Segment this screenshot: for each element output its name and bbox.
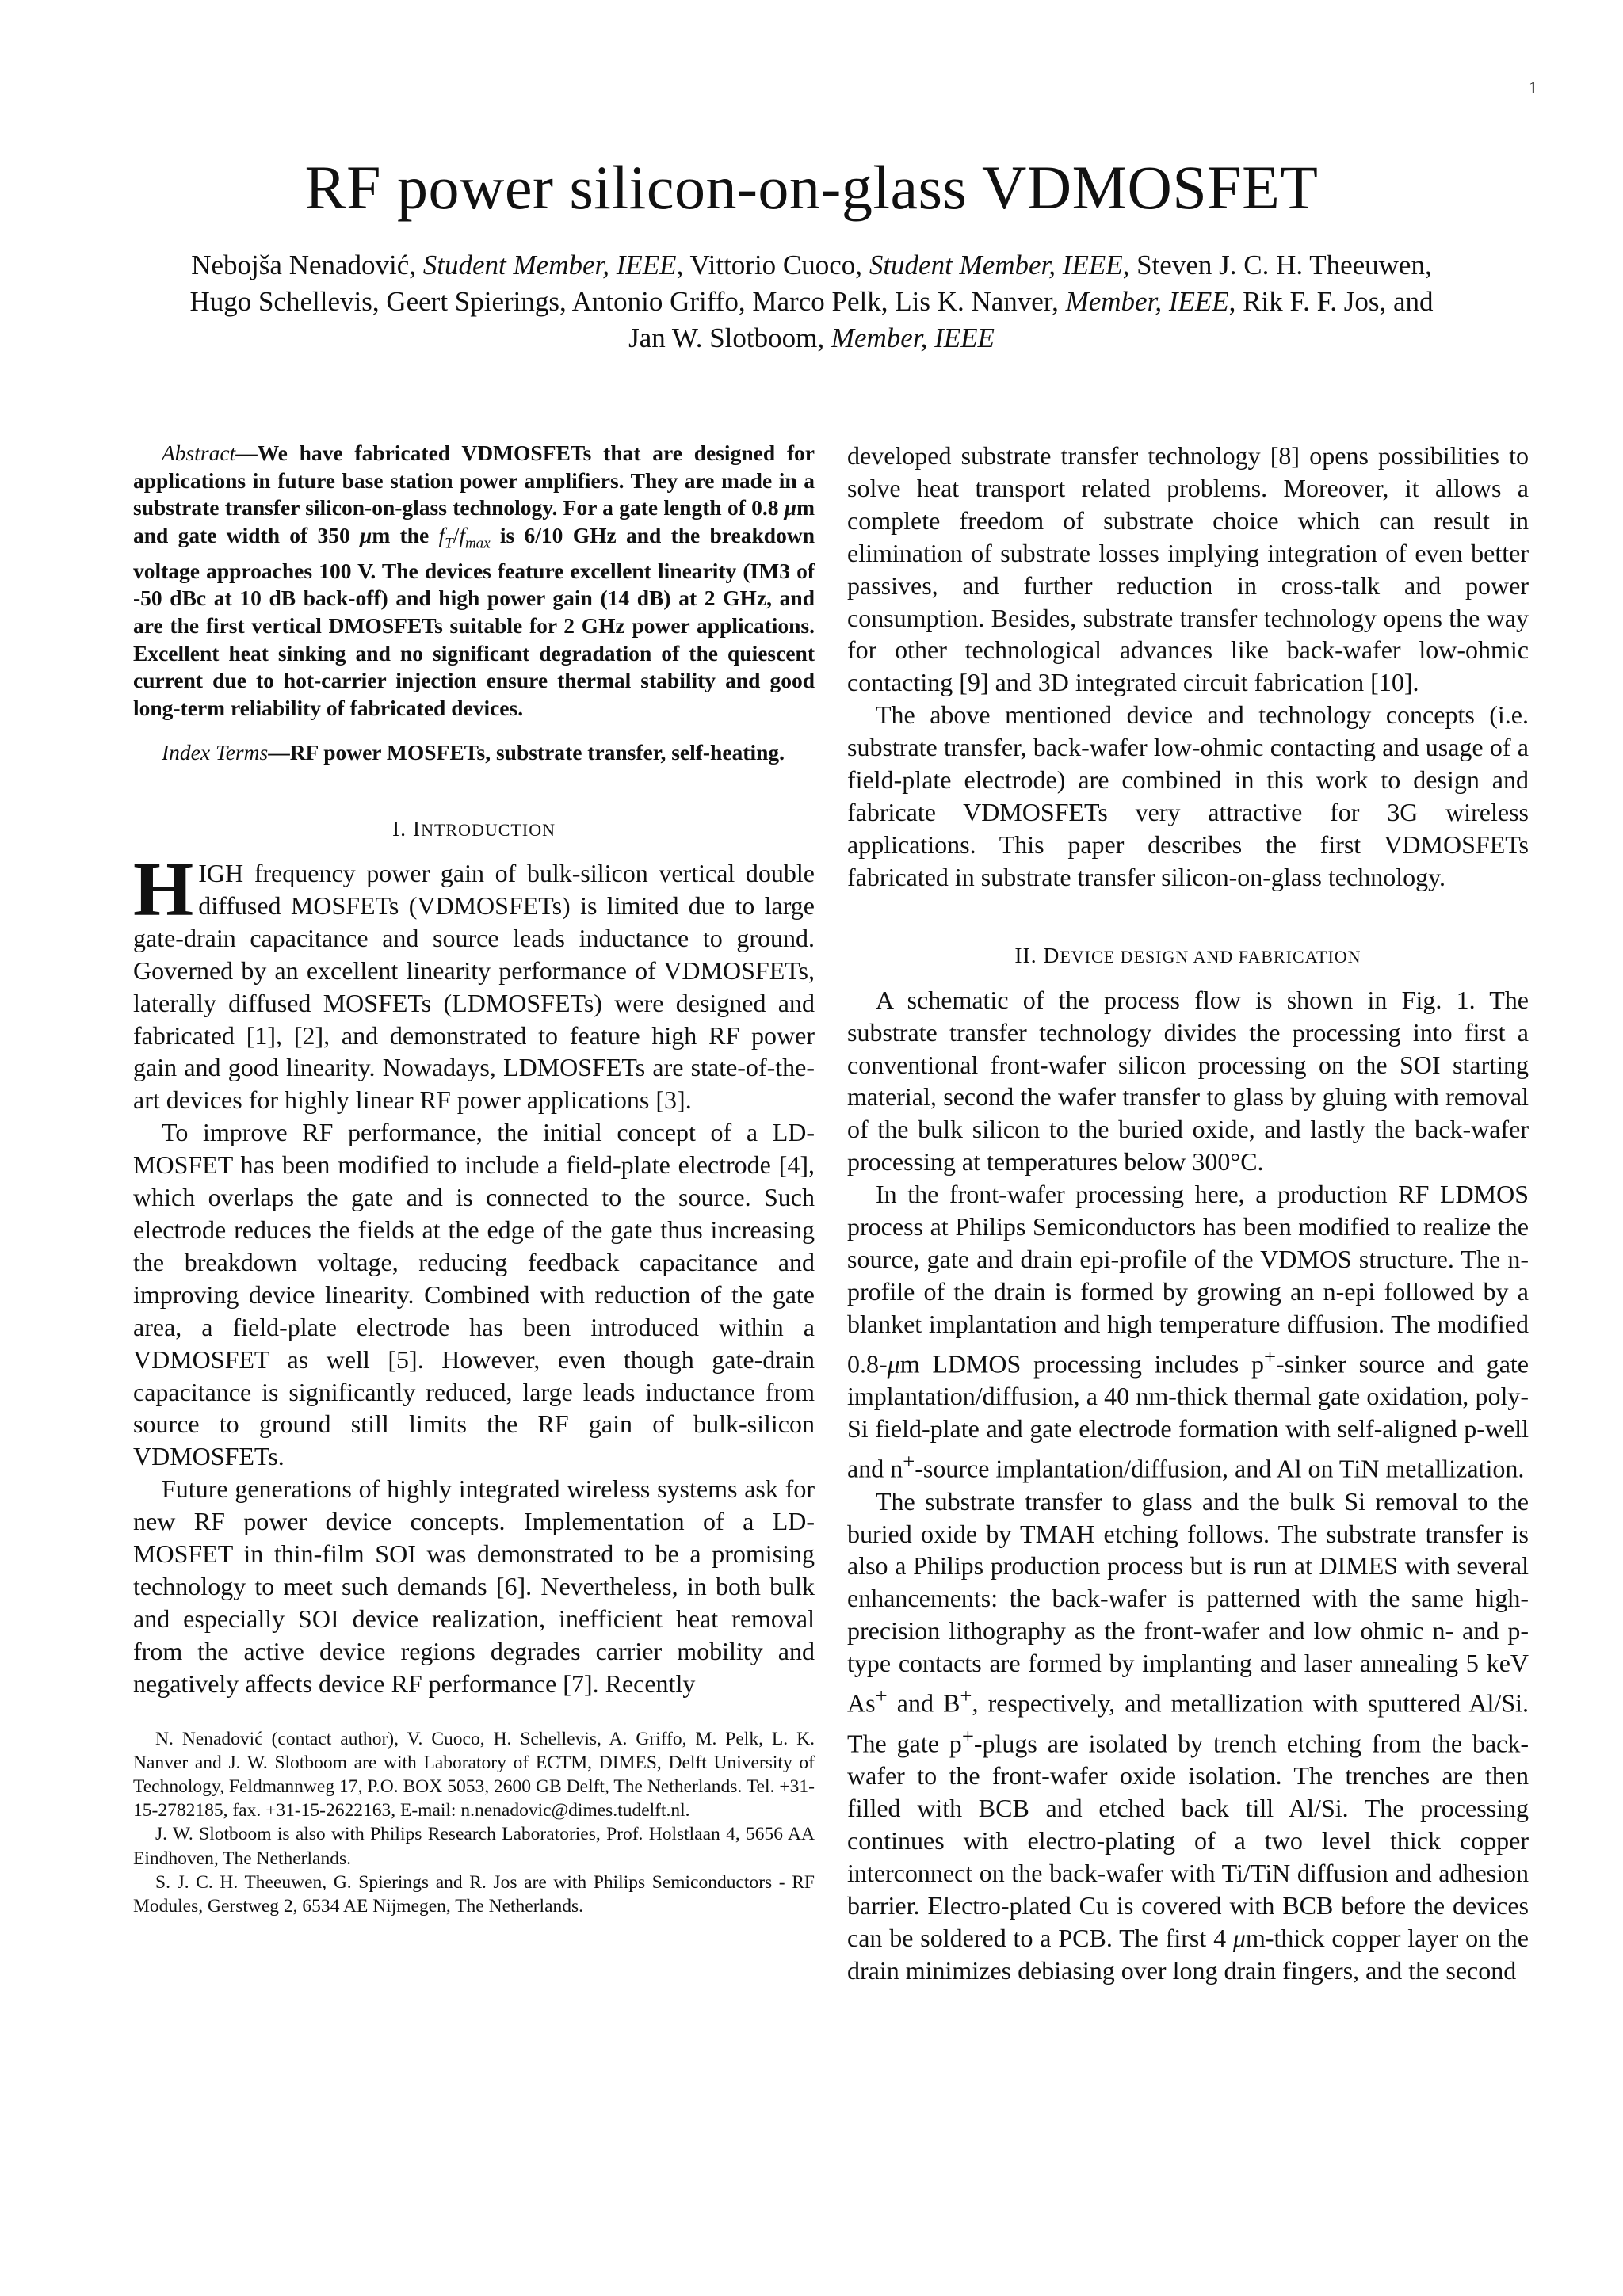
section-smallcaps: EVICE DESIGN AND FABRICATION	[1060, 946, 1361, 967]
section-numeral: I.	[392, 816, 413, 841]
section-initial: D	[1043, 942, 1060, 967]
superscript-plus: +	[903, 1449, 915, 1474]
author-text: , Rik F. F. Jos, and	[1228, 286, 1434, 317]
author-text: Jan W. Slotboom,	[628, 322, 831, 353]
section-heading-device-design	[847, 943, 1529, 968]
right-paragraph-3: A schematic of the process flow is shown in Fig. 1. The substrate transfer technology divides the processing into first a conventional front-wafer silicon processing on the SOI starting material, second the wafer transfer to glass by gluing with removal of the bulk silicon to the buried oxide, and lastly the back-wafer processing at temperatures below 300°C.	[847, 985, 1529, 1177]
index-terms-text: RF power MOSFETs, substrate transfer, self-heating.	[289, 740, 785, 765]
paragraph-text: m-thick copper layer on the drain minimizes debiasing over long drain fingers, and the second	[847, 1923, 1529, 1985]
math-mu: μ	[360, 522, 372, 547]
footnote-affiliation-1: N. Nenadović (contact author), V. Cuoco, H. Schellevis, A. Griffo, M. Pelk, L. K. Nanver and J. W. Slotboom are with Laboratory of ECTM, DIMES, Delft University of Technology, Feldmannweg 17, P.O. BOX 5053, 2600 GB Delft, The Netherlands. Tel. +31-15-2782185, fax. +31-15-2622163, E-mail: n.nenadovic@dimes.tudelft.nl.	[133, 1728, 815, 1821]
author-text: , Steven J. C. H. Theeuwen,	[1122, 250, 1432, 280]
section-initial: I	[412, 816, 422, 841]
paragraph-text: IGH frequency power gain of bulk-silicon vertical double diffused MOSFETs (VDMOSFETs) is limited due to large gate-drain capacitance and source leads inductance to ground. Governed by an excellent linearity performance of VDMOSFETs, laterally diffused MOSFETs (LDMOSFETs) were designed and fabricated [1], [2], and demonstrated to feature high RF power gain and good linearity. Nowadays, LDMOSFETs are state-of-the-art devices for highly linear RF power applications [3].	[133, 859, 815, 1115]
drop-cap: H	[133, 847, 194, 933]
right-paragraph-1: developed substrate transfer technology [8] opens possibilities to solve heat transport related problems. Moreover, it allows a complete freedom of substrate choice which can result in elimination of substrate losses implying integration of even better passives, and further reduction in cross-talk and power consumption. Besides, substrate transfer technology opens the way for other technological advances like back-wafer low-ohmic contacting [9] and 3D integrated circuit fabrication [10].	[847, 441, 1529, 697]
paragraph-text: -source implantation/diffusion, and Al on TiN metallization.	[915, 1454, 1525, 1483]
author-text: , Vittorio Cuoco,	[676, 250, 869, 280]
intro-paragraph-2: To improve RF performance, the initial concept of a LD-MOSFET has been modified to include a field-plate electrode [4], which overlaps the gate and is connected to the source. Such electrode reduces the fields at the edge of the gate thus increasing the breakdown voltage, reducing feedback capacitance and improving device linearity. Combined with reduction of the gate area, a field-plate electrode has been introduced within a VDMOSFET as well [5]. However, even though gate-drain capacitance is significantly reduced, large leads inductance from source to ground still limits the RF gain of bulk-silicon VDMOSFETs.	[133, 1118, 815, 1471]
index-terms-dash: —	[268, 740, 290, 765]
footnote-affiliation-3: S. J. C. H. Theeuwen, G. Spierings and R. Jos are with Philips Semiconductors - RF Modules, Gerstweg 2, 6534 AE Nijmegen, The Netherlands.	[133, 1871, 815, 1917]
paper-title: RF power silicon-on-glass VDMOSFET	[304, 153, 1319, 222]
page-number: 1	[1529, 78, 1537, 97]
author-role: Member, IEEE	[1065, 286, 1229, 317]
section-smallcaps: NTRODUCTION	[421, 820, 556, 841]
section-numeral: II.	[1014, 942, 1044, 967]
right-column	[847, 440, 1529, 1987]
paragraph-text: m LDMOS processing includes p	[899, 1349, 1264, 1379]
right-paragraph-4	[847, 1178, 1529, 1485]
paragraph-text: -plugs are isolated by trench etching from the back-wafer to the front-wafer oxide isolation. The trenches are then filled with BCB and etched back till Al/Si. The processing continues with electro-plating of a two level thick copper interconnect on the back-wafer with Ti/TiN diffusion and adhesion barrier. Electro-plated Cu is covered with BCB before the devices can be soldered to a PCB. The first 4	[847, 1729, 1529, 1952]
math-ft: f	[438, 522, 445, 547]
index-terms-label: Index Terms	[162, 740, 269, 765]
superscript-plus: +	[1263, 1344, 1277, 1368]
abstract-text: We have fabricated VDMOSFETs that are designed for applications in future base station power amplifiers. They are made in a substrate transfer silicon-on-glass technology. For a gate length of 0.8	[133, 441, 815, 521]
author-role: Student Member, IEEE	[422, 250, 677, 280]
math-slash: /	[453, 522, 460, 547]
math-mu: μ	[784, 495, 797, 521]
math-mu: μ	[1232, 1923, 1246, 1952]
paragraph-text: In the front-wafer processing here, a production RF LDMOS process at Philips Semiconductors has been modified to realize the source, gate and drain epi-profile of the VDMOS structure. The n-profile of the drain is formed by growing an n-epi followed by a blanket implantation and high temperature diffusion. The modified 0.8-	[847, 1180, 1529, 1379]
math-fmax: f	[459, 522, 465, 547]
superscript-plus: +	[960, 1684, 972, 1708]
paragraph-text: -sinker source and gate implantation/diffusion, a 40 nm-thick thermal gate oxidation, poly-Si field-plate and gate electrode formation with self-aligned p-well and n	[847, 1349, 1529, 1483]
index-terms	[133, 739, 815, 767]
math-fmax-sub: max	[464, 535, 491, 552]
abstract-text: m the	[372, 522, 439, 547]
superscript-plus: +	[875, 1684, 888, 1708]
math-mu: μ	[887, 1349, 900, 1379]
abstract-label: Abstract	[162, 441, 236, 465]
superscript-plus: +	[961, 1723, 974, 1748]
author-text: Hugo Schellevis, Geert Spierings, Antonio Griffo, Marco Pelk, Lis K. Nanver,	[189, 286, 1066, 317]
abstract	[133, 440, 815, 722]
section-heading-introduction	[133, 816, 815, 841]
abstract-dash: —	[235, 441, 258, 465]
intro-paragraph-1	[133, 847, 815, 1116]
abstract-text: m and gate width of 350	[133, 495, 815, 547]
right-paragraph-2: The above mentioned device and technology concepts (i.e. substrate transfer, back-wafer low-ohmic contacting and usage of a field-plate electrode) are combined in this work to design and fabricate VDMOSFETs very attractive for 3G wireless applications. This paper describes the first VDMOSFETs fabricated in substrate transfer silicon-on-glass technology.	[847, 700, 1529, 891]
intro-paragraph-3: Future generations of highly integrated wireless systems ask for new RF power device concepts. Implementation of a LD-MOSFET in thin-film SOI was demonstrated to be a promising technology to meet such demands [6]. Nevertheless, in both bulk and especially SOI device realization, inefficient heat removal from the active device regions degrades carrier mobility and negatively affects device RF performance [7]. Recently	[133, 1474, 815, 1698]
left-column	[133, 440, 815, 1918]
abstract-text: is 6/10 GHz and the breakdown voltage approaches 100 V. The devices feature excellent linearity (IM3 of -50 dBc at 10 dB back-off) and high power gain (14 dB) at 2 GHz, and are the first vertical DMOSFETs suitable for 2 GHz power applications. Excellent heat sinking and no significant degradation of the quiescent current due to hot-carrier injection ensure thermal stability and good long-term reliability of fabricated devices.	[133, 522, 815, 720]
paragraph-text: , respectively, and metallization with sputtered Al/Si. The gate p	[847, 1688, 1529, 1758]
right-paragraph-5	[847, 1486, 1529, 1987]
author-text: Nebojša Nenadović,	[191, 250, 423, 280]
author-role: Student Member, IEEE	[869, 250, 1123, 280]
footnotes	[133, 1727, 815, 1919]
paragraph-text: and B	[887, 1688, 960, 1718]
author-role: Member, IEEE	[831, 322, 995, 353]
footnote-affiliation-2: J. W. Slotboom is also with Philips Research Laboratories, Prof. Holstlaan 4, 5656 AA Eindhoven, The Netherlands.	[133, 1824, 815, 1869]
author-list	[127, 247, 1496, 357]
paragraph-text: The substrate transfer to glass and the bulk Si removal to the buried oxide by TMAH etching follows. The substrate transfer is also a Philips production process but is run at DIMES with several enhancements: the back-wafer is patterned with the same high-precision lithography as the front-wafer and low ohmic n- and p-type contacts are formed by implanting and laser annealing 5 keV As	[847, 1486, 1529, 1718]
math-ft-sub: T	[445, 535, 453, 552]
